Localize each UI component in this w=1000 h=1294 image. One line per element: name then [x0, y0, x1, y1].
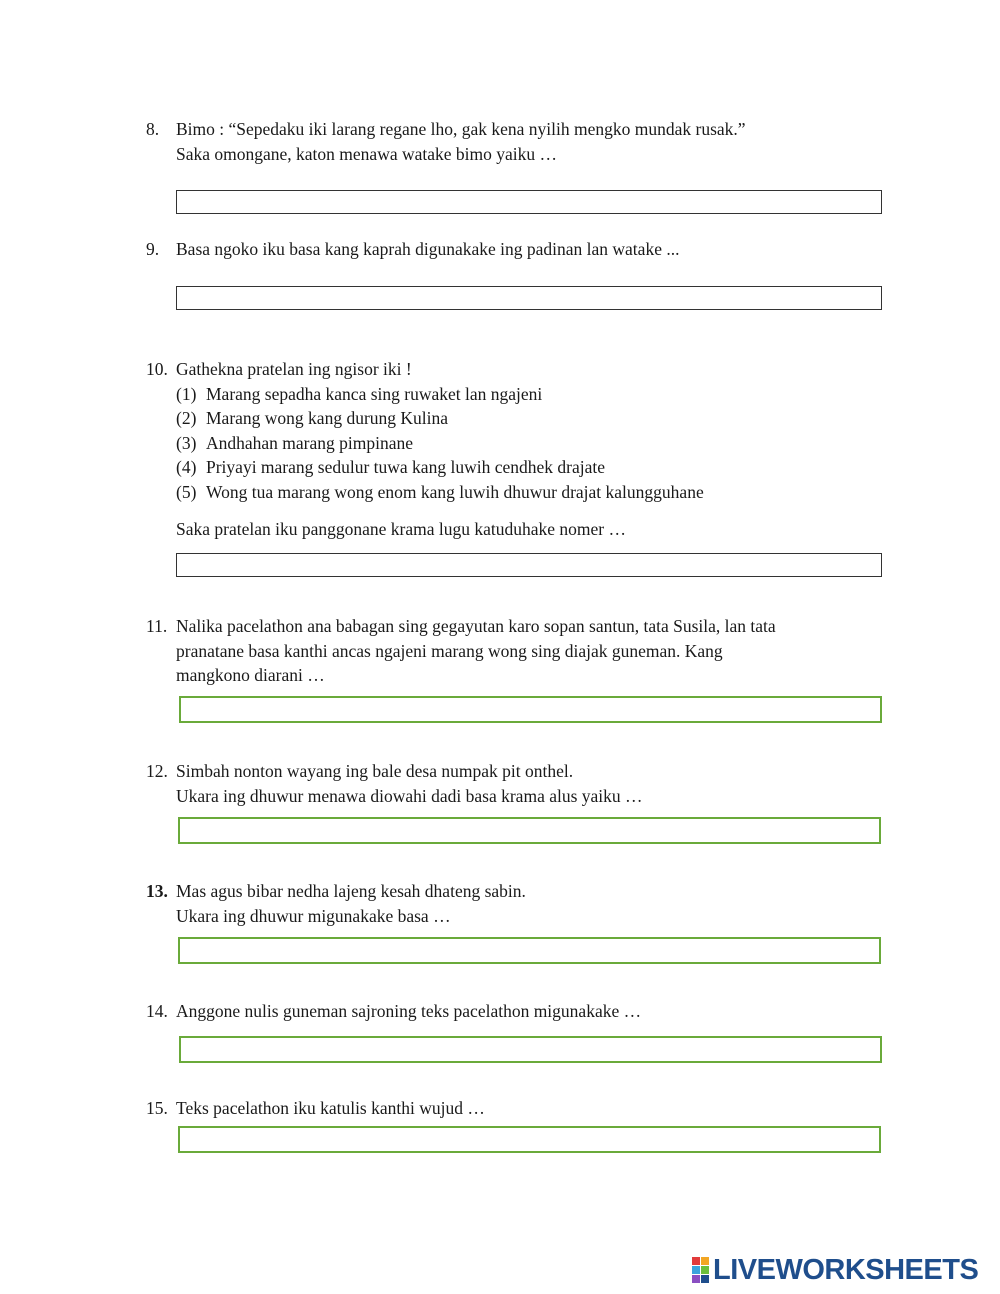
- list-item-text: Priyayi marang sedulur tuwa kang luwih cendhek drajate: [206, 457, 605, 477]
- list-item-text: Wong tua marang wong enom kang luwih dhuwur drajat kalungguhane: [206, 481, 704, 502]
- question-prompt: Saka pratelan iku panggonane krama lugu katuduhake nomer …: [176, 519, 626, 539]
- list-item: [176, 431, 900, 456]
- list-item-number: (1): [176, 383, 197, 404]
- brand-name: LIVEWORKSHEETS: [713, 1254, 979, 1286]
- question-8: [146, 117, 900, 166]
- answer-input-14[interactable]: [179, 1036, 882, 1063]
- liveworksheets-logo: [692, 1256, 978, 1284]
- question-text: Gathekna pratelan ing ngisor iki !: [176, 359, 412, 379]
- question-10: [146, 357, 900, 542]
- question-text: Nalika pacelathon ana babagan sing gegayutan karo sopan santun, tata Susila, lan tata: [176, 616, 776, 636]
- question-number: 11.: [146, 616, 168, 636]
- list-item: [176, 406, 900, 431]
- logo-blocks-icon: [692, 1257, 709, 1283]
- answer-input-12[interactable]: [178, 817, 881, 844]
- answer-input-11[interactable]: [179, 696, 882, 723]
- list-item: [176, 382, 900, 407]
- question-number: 13.: [146, 881, 168, 901]
- answer-input-13[interactable]: [178, 937, 881, 964]
- question-9: [146, 237, 900, 262]
- list-item-text: Marang sepadha kanca sing ruwaket lan ngajeni: [206, 383, 543, 404]
- question-11: [146, 614, 900, 688]
- list-item-number: (3): [176, 432, 197, 453]
- question-12: [146, 759, 900, 808]
- question-number: 8.: [146, 119, 160, 139]
- question-number: 10.: [146, 359, 168, 379]
- question-text: Basa ngoko iku basa kang kaprah digunakake ing padinan lan watake ...: [176, 239, 680, 259]
- list-item: [176, 455, 900, 480]
- question-text: Simbah nonton wayang ing bale desa numpak pit onthel.: [176, 761, 574, 781]
- question-text: Ukara ing dhuwur migunakake basa …: [176, 905, 451, 926]
- question-number: 9.: [146, 239, 160, 259]
- question-number: 14.: [146, 1001, 168, 1021]
- question-text: Mas agus bibar nedha lajeng kesah dhateng sabin.: [176, 881, 526, 901]
- question-text: Anggone nulis guneman sajroning teks pacelathon migunakake …: [176, 1001, 642, 1021]
- question-text: mangkono diarani …: [176, 665, 325, 685]
- list-item-number: (2): [176, 408, 197, 428]
- list-item-number: (4): [176, 457, 197, 477]
- question-text: pranatane basa kanthi ancas ngajeni marang wong sing diajak guneman. Kang: [176, 640, 723, 661]
- list-item-text: Andhahan marang pimpinane: [206, 432, 414, 453]
- question-text: Saka omongane, katon menawa watake bimo yaiku …: [176, 143, 558, 164]
- question-text: Ukara ing dhuwur menawa diowahi dadi basa krama alus yaiku …: [176, 785, 643, 806]
- list-item: [176, 480, 900, 505]
- answer-input-9[interactable]: [176, 286, 882, 310]
- question-text: Bimo : “Sepedaku iki larang regane lho, gak kena nyilih mengko mundak rusak.”: [176, 119, 746, 139]
- answer-input-15[interactable]: [178, 1126, 881, 1153]
- question-text: Teks pacelathon iku katulis kanthi wujud …: [176, 1098, 485, 1118]
- list-item-text: Marang wong kang durung Kulina: [206, 408, 449, 428]
- list-item-number: (5): [176, 481, 197, 502]
- answer-input-8[interactable]: [176, 190, 882, 214]
- question-15: [146, 1096, 900, 1121]
- question-14: [146, 999, 900, 1024]
- question-13: [146, 879, 900, 928]
- question-number: 12.: [146, 761, 168, 781]
- question-number: 15.: [146, 1098, 168, 1118]
- answer-input-10[interactable]: [176, 553, 882, 577]
